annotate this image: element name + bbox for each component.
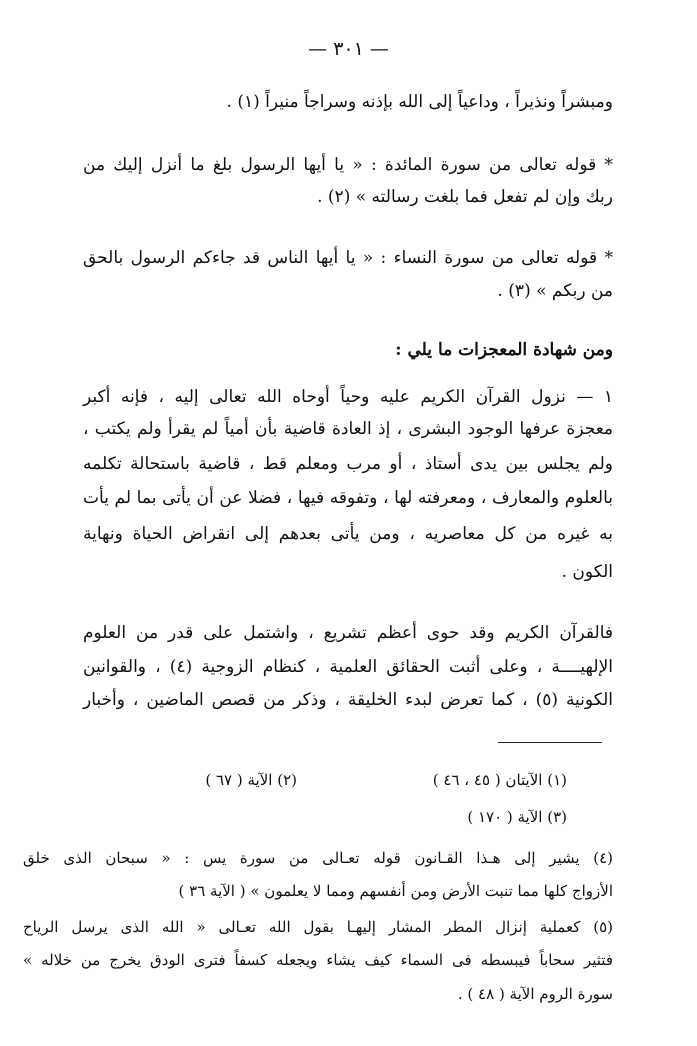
footnote-5-line: (٥) كعملية إنزال المطر المشار إليهـا بقول الله تعـالى « الله الذى يرسل الرياح — [23, 918, 613, 936]
footnote-divider — [498, 742, 602, 743]
body-line: الكونية (٥) ، كما تعرض لبدء الخليقة ، وذكر من قصص الماضين ، وأخبار — [83, 690, 613, 710]
body-line: معجزة عرفها الوجود البشرى ، إذ العادة قاضية بأن أمياً لم يقرأ ولم يكتب ، — [83, 419, 613, 439]
section-heading: ومن شهادة المعجزات ما يلي : — [395, 340, 613, 360]
footnote-4-line: الأزواج كلها مما تنبت الأرض ومن أنفسهم ومما لا يعلمون » ( الآية ٣٦ ) — [178, 882, 613, 900]
body-line: ومبشراً ونذيراً ، وداعياً إلى الله بإذنه وسراجاً منيراً (١) . — [226, 92, 613, 112]
body-line: ولم يجلس بين يدى أستاذ ، أو مرب ومعلم قط ، قاضية باستحالة تكلمه — [83, 454, 613, 474]
body-line: الكون . — [561, 562, 613, 582]
body-line: ١ — نزول القرآن الكريم عليه وحياً أوحاه الله تعالى إليه ، فإنه أكبر — [83, 387, 613, 407]
footnote-4-line: (٤) يشير إلى هـذا القـانون قوله تعـالى من سورة يس : « سبحان الذى خلق — [23, 849, 613, 867]
body-line: * قوله تعالى من سورة المائدة : « يا أيها الرسول بلغ ما أنزل إليك من — [83, 155, 613, 175]
body-line: الإلهيــــة ، وعلى أثبت الحقائق العلمية ، كنظام الزوجية (٤) ، والقوانين — [83, 657, 613, 677]
body-line: * قوله تعالى من سورة النساء : « يا أيها الناس قد جاءكم الرسول بالحق — [83, 248, 613, 268]
footnote-1: (١) الآيتان ( ٤٥ ، ٤٦ ) — [432, 771, 567, 789]
body-line: ربك وإن لم تفعل فما بلغت رسالته » (٢) . — [317, 187, 613, 207]
body-line: به غيره من كل معاصريه ، ومن يأتى بعدهم إلى انقراض الحياة ونهاية — [83, 524, 613, 544]
body-line: فالقرآن الكريم وقد حوى أعظم تشريع ، واشتمل على قدر من العلوم — [83, 623, 613, 643]
body-line: بالعلوم والمعارف ، ومعرفته لها ، وتفوقه فيها ، فضلا عن أن يأتى بما لم يأت — [83, 488, 613, 508]
footnote-5-line: فتثير سحاباً فيبسطه فى السماء كيف يشاء ويجعله كسفاً فترى الودق يخرج من خلاله » — [23, 951, 613, 969]
body-line: من ربكم » (٣) . — [497, 281, 613, 301]
footnote-5-line: سورة الروم الآية ( ٤٨ ) . — [457, 985, 613, 1003]
page-number: — ٣٠١ — — [308, 38, 389, 60]
footnote-3: (٣) الآية ( ١٧٠ ) — [467, 808, 567, 826]
footnote-2: (٢) الآية ( ٦٧ ) — [205, 771, 297, 789]
